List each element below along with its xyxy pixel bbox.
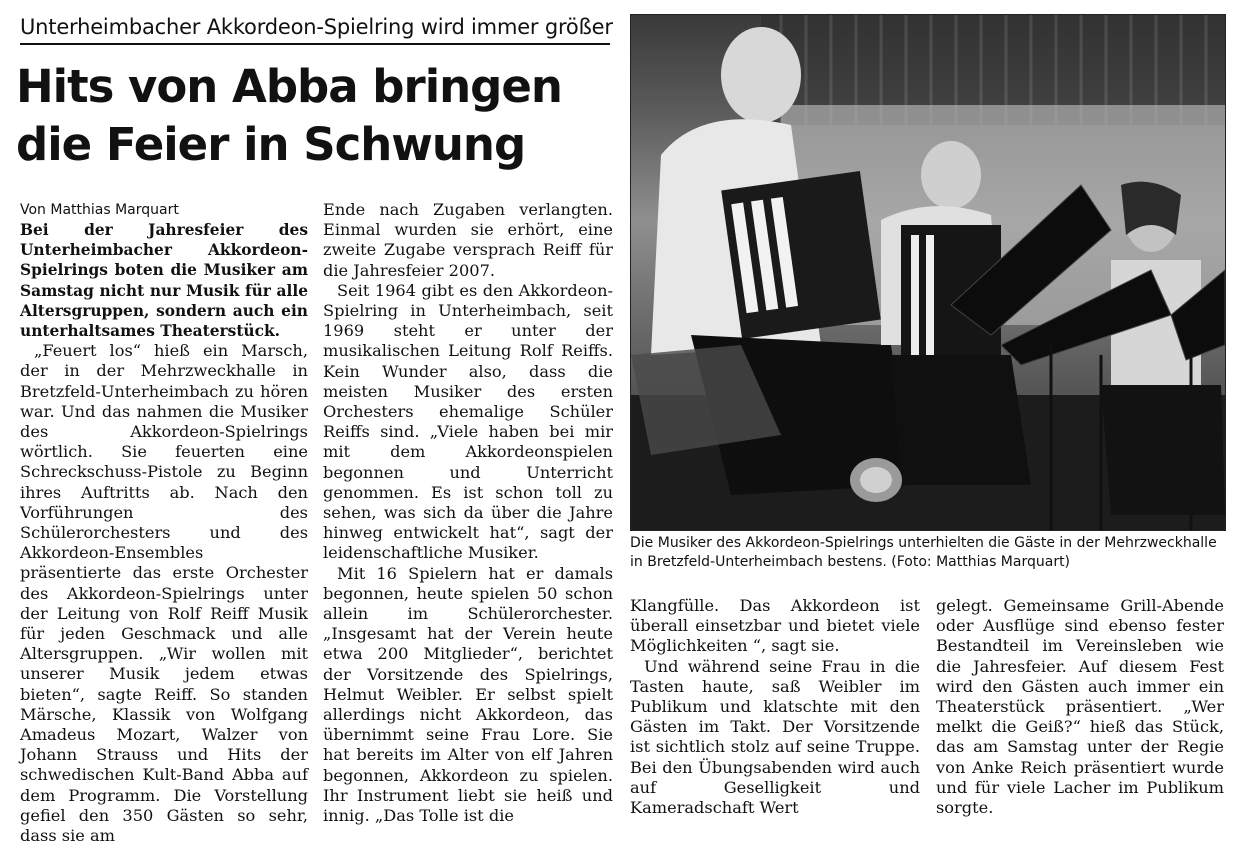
body-paragraph: Ende nach Zugaben verlangten. Einmal wurden sie erhört, eine zweite Zugabe versprach Reiff für die Jahresfeier 2007.: [323, 200, 613, 280]
article-headline: [16, 58, 616, 174]
headline-line-1: Hits von Abba bringen: [16, 60, 562, 113]
headline-line-2: die Feier in Schwung: [16, 118, 526, 171]
body-paragraph: „Feuert los“ hieß ein Marsch, der in der Mehrzweckhalle in Bretzfeld-Unterheimbach zu hören war. Und das nahmen die Musiker des Akkordeon-Spielrings wörtlich. Sie feuerten eine Schreckschuss-Pistole zu Beginn ihres Auftritts ab. Nach den Vorführungen des Schülerorchesters und des Akkordeon-Ensembles präsentierte das erste Orchester des Akkordeon-Spielrings unter der Leitung von Rolf Reiff Musik für jeden Geschmack und alle Altersgruppen. „Wir wollen mit unserer Musik jedem etwas bieten“, sagte Reiff. So standen Märsche, Klassik von Wolfgang Amadeus Mozart, Walzer von Johann Strauss und Hits der schwedischen Kult-Band Abba auf dem Programm. Die Vorstellung gefiel den 350 Gästen so sehr, dass sie am: [20, 341, 308, 846]
article-column-1: [20, 200, 308, 846]
body-paragraph: Mit 16 Spielern hat er damals begonnen, heute spielen 50 schon allein im Schülerorchester. „Insgesamt hat der Verein heute etwa 200 Mitglieder“, berichtet der Vorsitzende des Spielrings, Helmut Weibler. Er selbst spielt allerdings nicht Akkordeon, das übernimmt seine Frau Lore. Sie hat bereits im Alter von elf Jahren begonnen, Akkordeon zu spielen. Ihr Instrument liebt sie heiß und innig. „Das Tolle ist die: [323, 563, 613, 826]
byline: Von Matthias Marquart: [20, 202, 179, 218]
body-paragraph: gelegt. Gemeinsame Grill-Abende oder Ausflüge sind ebenso fester Bestandteil im Vereinsleben wie die Jahresfeier. Auf diesem Fest wird den Gästen auch immer ein Theaterstück präsentiert. „Wer melkt die Geiß?“ hieß das Stück, das am Samstag unter der Regie von Anke Reich präsentiert wurde und für viele Lacher im Publikum sorgte.: [936, 596, 1224, 818]
article-photo: [630, 14, 1226, 531]
body-paragraph: Seit 1964 gibt es den Akkordeon-Spielring in Unterheimbach, seit 1969 steht er unter der musikalischen Leitung Rolf Reiffs. Kein Wunder also, dass die meisten Musiker des ersten Orchesters ehemalige Schüler Reiffs sind. „Viele haben bei mir mit dem Akkordeonspielen begonnen und Unterricht genommen. Es ist schon toll zu sehen, was sich da über die Jahre hinweg entwickelt hat“, sagt der leidenschaftliche Musiker.: [323, 280, 613, 563]
article-column-4: [936, 596, 1224, 818]
body-paragraph: Und während seine Frau in die Tasten haute, saß Weibler im Publikum und klatschte mit den Gästen im Takt. Der Vorsitzende ist sichtlich stolz auf seine Truppe. Bei den Übungsabenden wird auch auf Geselligkeit und Kameradschaft Wert: [630, 656, 920, 818]
article-kicker: Unterheimbacher Akkordeon-Spielring wird immer größer: [20, 14, 610, 45]
article-column-3: [630, 596, 920, 818]
body-paragraph: Klangfülle. Das Akkordeon ist überall einsetzbar und bietet viele Möglichkeiten “, sagt sie.: [630, 596, 920, 656]
article-column-2: [323, 200, 613, 826]
photo-caption: Die Musiker des Akkordeon-Spielrings unterhielten die Gäste in der Mehrzweckhalle in Bretzfeld-Unterheimbach bestens. (Foto: Matthias Marquart): [630, 535, 1217, 570]
accordion-players-photo: [631, 15, 1225, 530]
article-lead: Bei der Jahresfeier des Unterheimbacher Akkordeon-Spielrings boten die Musiker am Samstag nicht nur Musik für alle Altersgruppen, sondern auch ein unterhaltsames Theaterstück.: [20, 221, 308, 341]
